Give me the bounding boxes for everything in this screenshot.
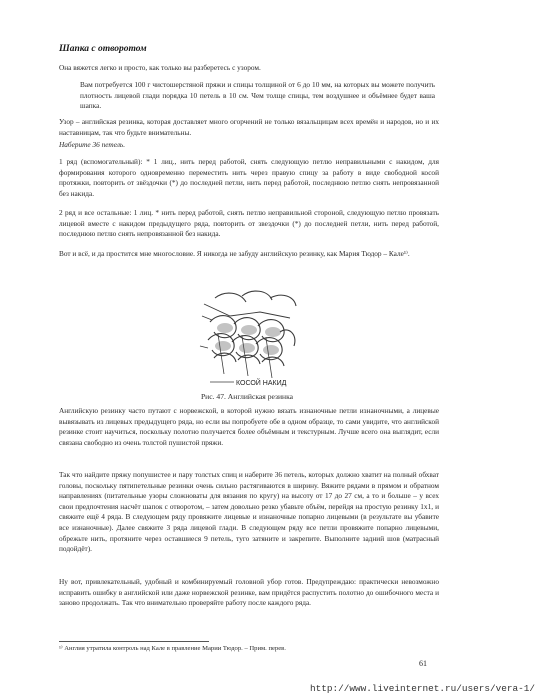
cast-on-line [59, 140, 439, 151]
materials-paragraph: Вам потребуется 100 г чистошерстяной пряжи и спицы толщиной от 6 до 10 мм, на которых вы можете получить плотность лицевой глади порядка 10 петель в 10 см. Чем толще спицы, тем воздушнее и объёмнее будет ваша шапка. [80, 80, 435, 111]
closing-paragraph: Ну вот, привлекательный, удобный и комбинируемый головной убор готов. Предупреждаю: практически невозможно исправить ошибку в английской или даже норвежской резинке, вам придётся распустить полотно до ошибочного места и заново продолжать. Так что внимательно проверяйте работу после каждого ряда. [59, 577, 439, 608]
comparison-paragraph: Английскую резинку часто путают с норвежской, в которой нужно вязать изнаночные петли изнаночными, а лицевые вывязывать из лицевых предыдущего ряда, но если вы попробуете обе в одном образце, то сами увидите, что английской резинке стоит научиться, поскольку полотно получается более объёмным и текстурным. Лучше всего она выглядит, если связана свободно из очень толстой пушистой пряжи. [59, 406, 439, 447]
intro-paragraph: Она вяжется легко и просто, как только вы разберетесь с узором. [59, 63, 261, 72]
watermark-url: http://www.liveinternet.ru/users/vera-1/ [310, 683, 535, 694]
english-rib-illustration [190, 286, 310, 396]
pattern-intro-paragraph: Узор – английская резинка, которая доставляет много огорчений не только вязальщицам всех времён и народов, но и их наставницам, так что будьте внимательны. [59, 117, 439, 137]
row-1-instructions: 1 ряд (вспомогательный): * 1 лиц., нить перед работой, снять следующую петлю неправильными с накидом, для формирования которого одновременно переместить нить через правую спицу за работу в виде свободной косой протяжки, повторить от звёздочки (*) до последней петли, нить перед работой, последнюю петлю снять непровязанной без накида. [59, 157, 439, 198]
figure-caption: Рис. 47. Английская резинка [200, 392, 294, 401]
row-2-instructions: 2 ряд и все остальные: 1 лиц. * нить перед работой, снять петлю неправильной стороной, следующую петлю провязать лицевой вместе с накидом предыдущего ряда, повторить от звездочки (*) до последней петли, нить перед работой, последнюю петлю снять непровязанной без накида. [59, 208, 439, 239]
afterword-paragraph: Вот и всё, и да простится мне многословие. Я никогда не забуду английскую резинку, как Мария Тюдор – Кале¹⁾. [59, 249, 410, 258]
cast-on-text: Наберите 36 петель. [59, 140, 126, 149]
footnote-divider [59, 641, 209, 642]
knitting-paragraph: Так что найдите пряжу попушистее и пару толстых спиц и наберите 36 петель, которых должно хватит на полный обхват головы, поскольку пятипетельные резинки очень сильно растягиваются в ширину. Вяжите рядами в прямом и обратном направлениях (питательные узоры сложноваты для вязания по кругу) на высоту от 17 до 27 см, а то и больше – у всех свои предпочтения насчёт шапок с отворотом, – затем довольно резко убавьте объём, перейдя на простую резинку 1x1, и свяжите ещё 4 ряда. В следующем ряду провяжите лицевые и изнаночные попарно лицевыми (в результате вы убавите все изнаночные). Далее свяжите 3 ряда лицевой глади. В следующем ряду все петли провяжите попарно лицевыми, обрежьте нить, протяните через оставшиеся 9 петель, туго затяните и закрепите. Выполните задний шов (матрасный подойдёт). [59, 470, 439, 554]
figure-label: КОСОЙ НАКИД [236, 380, 287, 387]
footnote: ¹⁾ Англия утратила контроль над Кале в правление Марии Тюдор. – Прим. перев. [59, 645, 286, 652]
section-heading: Шапка с отворотом [59, 44, 147, 54]
page-number: 61 [419, 659, 427, 668]
